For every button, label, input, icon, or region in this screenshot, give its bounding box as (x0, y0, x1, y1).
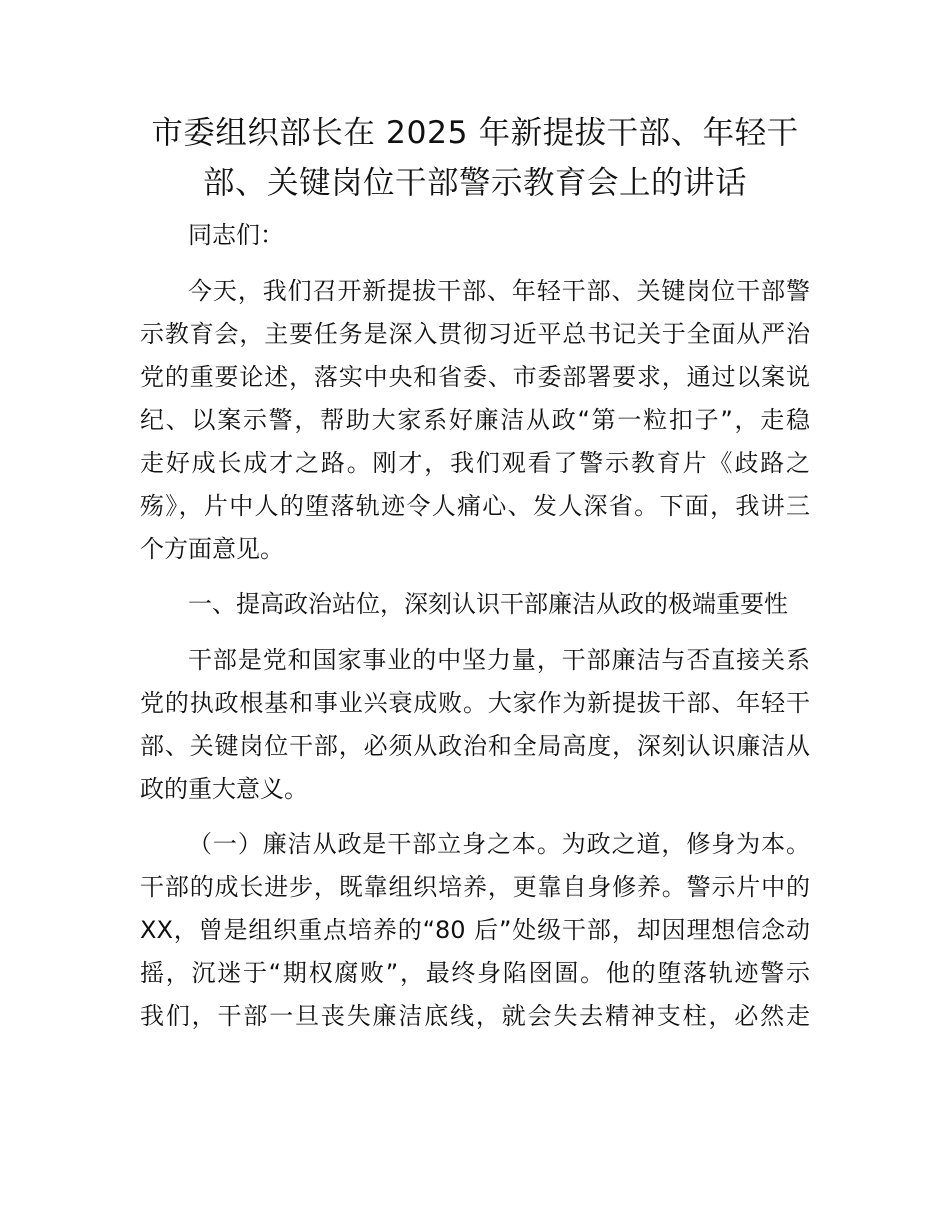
document-title (140, 108, 810, 208)
paragraph-line: 个方面意见。 (140, 534, 284, 563)
section-heading-line: 一、提高政治站位，深刻认识干部廉洁从政的极端重要性 (188, 590, 788, 618)
document-body (140, 214, 810, 1038)
subsection-1-paragraph (140, 823, 810, 1038)
paragraph-line: 干部的成长进步，既靠组织培养，更靠自身修养。警示片中的 (140, 873, 810, 901)
paragraph-line: 今天，我们召开新提拔干部、年轻干部、关键岗位干部警 (188, 276, 810, 305)
title-line-2: 部、关键岗位干部警示教育会上的讲话 (202, 165, 747, 201)
paragraph-line: 同志们： (188, 221, 284, 249)
title-line-1: 市委组织部长在 2025 年新提拔干部、年轻干 (151, 115, 799, 151)
paragraph-line: 走好成长成才之路。刚才，我们观看了警示教育片《歧路之 (140, 448, 810, 477)
paragraph-line: 部、关键岗位干部，必须从政治和全局高度，深刻认识廉洁从 (140, 731, 810, 760)
paragraph-line: 政的重大意义。 (140, 774, 308, 803)
paragraph-line: 干部是党和国家事业的中坚力量，干部廉洁与否直接关系 (188, 645, 810, 674)
section-1-paragraph (140, 639, 810, 811)
paragraph-line: XX，曾是组织重点培养的“80 后”处级干部，却因理想信念动 (140, 916, 810, 944)
paragraph-line: 摇，沉迷于“期权腐败”，最终身陷囹圄。他的堕落轨迹警示 (140, 959, 810, 987)
paragraph-line: 我们，干部一旦丧失廉洁底线，就会失去精神支柱，必然走 (140, 1002, 810, 1030)
section-heading-1 (140, 583, 810, 626)
paragraph-line: 殇》，片中人的堕落轨迹令人痛心、发人深省。下面，我讲三 (140, 491, 810, 520)
paragraph-line: 党的重要论述，落实中央和省委、市委部署要求，通过以案说 (140, 362, 810, 391)
paragraph-line: 党的执政根基和事业兴衰成败。大家作为新提拔干部、年轻干 (140, 688, 810, 717)
paragraph-line: 纪、以案示警，帮助大家系好廉洁从政“第一粒扣子”，走稳 (140, 405, 810, 434)
salutation-paragraph (140, 214, 810, 257)
intro-paragraph (140, 270, 810, 571)
paragraph-line: （一）廉洁从政是干部立身之本。为政之道，修身为本。 (188, 830, 810, 858)
paragraph-line: 示教育会，主要任务是深入贯彻习近平总书记关于全面从严治 (140, 319, 810, 348)
